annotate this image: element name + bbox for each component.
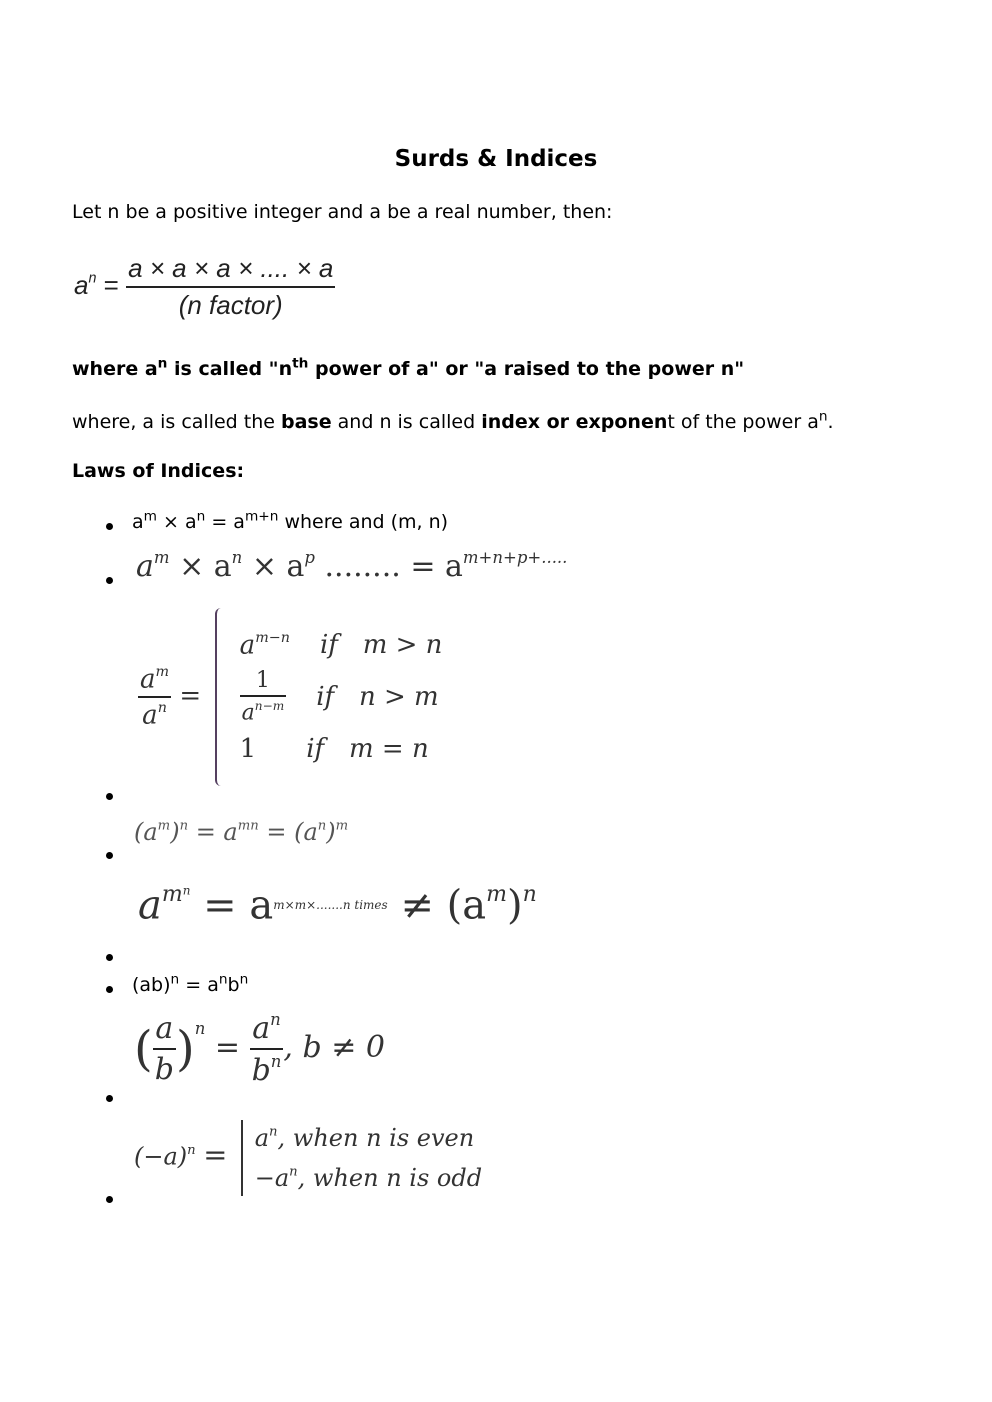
list-bullet [106, 852, 113, 859]
law-product-same-base: $a^m \times a^n = a^{m+n}$ where and (m, n) [132, 508, 449, 533]
law-product-power: $(ab)^n = a^nb^n$ [132, 971, 249, 996]
definition-formula: $a^n$ = $\frac{a \times a \times a \times .... \times a}{\text{(n factor)}}$ [74, 253, 334, 320]
law-quotient-power: ( $\frac{a}{b}$ )$^n$ = $\frac{a^n}{b^n}$ , b ≠ 0 [134, 1010, 385, 1089]
list-bullet [106, 1196, 113, 1203]
law-power-of-power: $(a^m)^n = a^{mn} = (a^n)^m$ [134, 818, 349, 846]
list-bullet [106, 523, 113, 530]
power-definition-line: where $a^n$ is called "$n^{th}$ power of a" or "a raised to the power n" [72, 355, 745, 380]
definition-fraction: $\frac{a \times a \times a \times .... \times a}{\text{(n factor)}}$ [128, 253, 334, 320]
list-bullet [106, 577, 113, 584]
law-tower-power: $a^{mn} = a^{m\times m\times.......n times} \ne (a^m)^n$ [138, 882, 537, 929]
intro-text: Let n be a positive integer and a be a real number, then: [72, 201, 613, 223]
base-index-line: where, a is called the base and n is called index or exponent of the power $a^n$. [72, 408, 834, 433]
law-product-multiple: $a^m \times a^n \times a^p$ ........ = $a^{m+n+p+.....}$ [136, 548, 568, 585]
list-bullet [106, 986, 113, 993]
list-bullet [106, 1095, 113, 1102]
laws-heading: Laws of Indices: [72, 460, 245, 482]
law-quotient: $\frac{a^m}{a^n}$ = $a^{m-n}$ if m > n $\frac{1}{a^{n-m}}$ if n > m 1 if m = n [138, 608, 442, 786]
law-negative-base: $(-a)^n$ = $a^n$, when n is even $-a^n$, when n is odd [134, 1120, 482, 1196]
list-bullet [106, 793, 113, 800]
page-title: Surds & Indices [394, 146, 598, 172]
list-bullet [106, 954, 113, 961]
